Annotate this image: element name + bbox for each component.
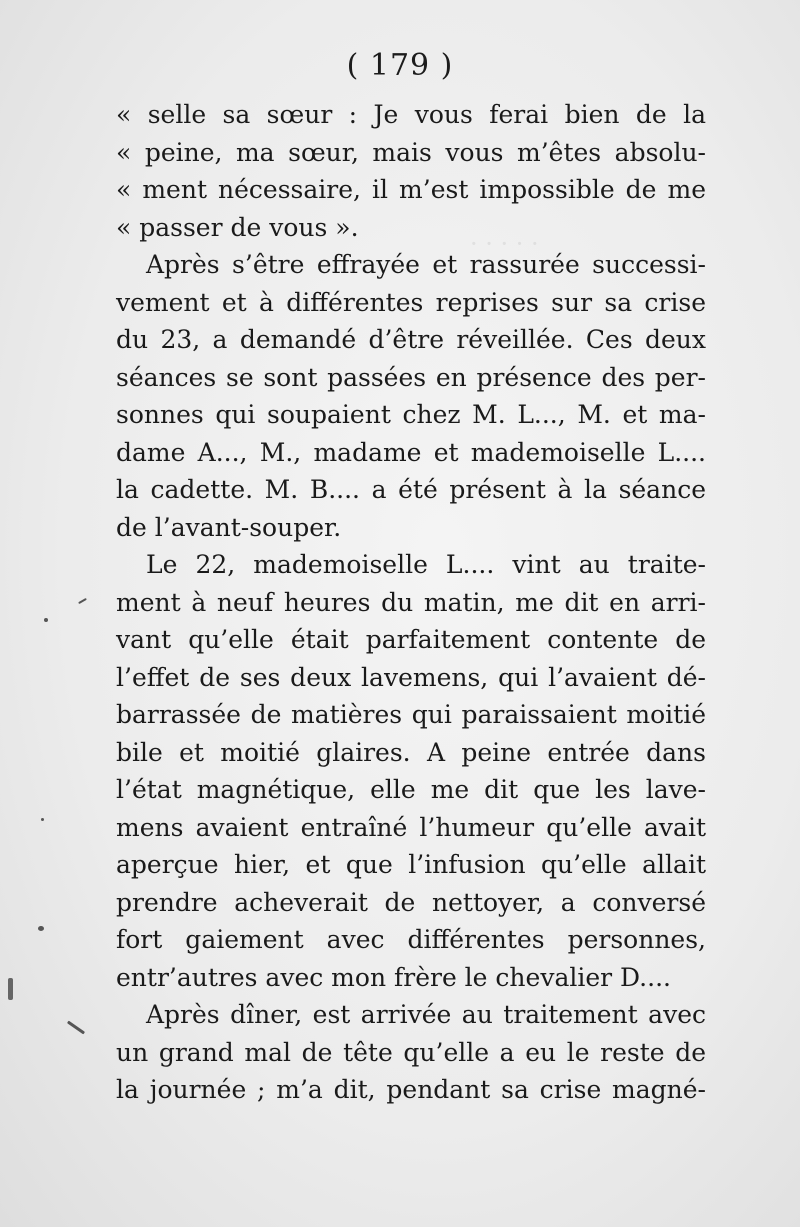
text-line: l’effet de ses deux lavemens, qui l’avaient dé- — [116, 662, 706, 692]
text-line: « passer de vous ». — [116, 212, 359, 242]
text-line: prendre acheverait de nettoyer, a conversé — [116, 887, 706, 917]
text-line: de l’avant-souper. — [116, 512, 342, 542]
text-line: entr’autres avec mon frère le chevalier D.... — [116, 962, 671, 992]
text-line: barrassée de matières qui paraissaient moitié — [116, 700, 706, 729]
text-line: « selle sa sœur : Je vous ferai bien de la — [116, 100, 706, 129]
text-line: vement et à différentes reprises sur sa crise — [116, 287, 706, 317]
text-line: séances se sont passées en présence des per- — [116, 362, 706, 392]
ink-speck — [8, 978, 13, 1000]
ink-speck — [67, 1021, 85, 1035]
text-line: l’état magnétique, elle me dit que les lave- — [116, 775, 706, 804]
text-line: vant qu’elle était parfaitement contente de — [116, 625, 706, 654]
text-line: bile et moitié glaires. A peine entrée dans — [116, 737, 706, 767]
text-line: mens avaient entraîné l’humeur qu’elle avait — [116, 812, 706, 842]
text-line: la cadette. M. B.... a été présent à la séance — [116, 475, 706, 504]
ink-speck — [38, 926, 44, 931]
text-line: aperçue hier, et que l’infusion qu’elle allait — [116, 850, 706, 879]
body-text — [116, 96, 706, 1109]
text-line: du 23, a demandé d’être réveillée. Ces deux — [116, 325, 706, 354]
text-line: un grand mal de tête qu’elle a eu le reste de — [116, 1037, 706, 1067]
text-line: ment à neuf heures du matin, me dit en arri- — [116, 587, 706, 617]
ink-speck — [44, 618, 48, 622]
text-line: dame A..., M., madame et mademoiselle L.... — [116, 437, 706, 467]
text-line: la journée ; m’a dit, pendant sa crise magné- — [116, 1075, 706, 1104]
text-line: Le 22, mademoiselle L.... vint au traite- — [146, 550, 706, 579]
text-line: « peine, ma sœur, mais vous m’êtes absolu- — [116, 137, 706, 167]
page-number: ( 179 ) — [346, 48, 454, 83]
text-line: « ment nécessaire, il m’est impossible de me — [116, 175, 706, 204]
ink-speck — [78, 598, 87, 604]
text-line: Après dîner, est arrivée au traitement avec — [146, 1000, 706, 1029]
show-through-text: · · · · · — [470, 230, 539, 258]
text-line: sonnes qui soupaient chez M. L..., M. et ma- — [116, 400, 706, 429]
ink-speck — [41, 818, 44, 821]
text-line: fort gaiement avec différentes personnes, — [116, 925, 706, 954]
text-line: Après s’être effrayée et rassurée successi- — [146, 250, 706, 279]
